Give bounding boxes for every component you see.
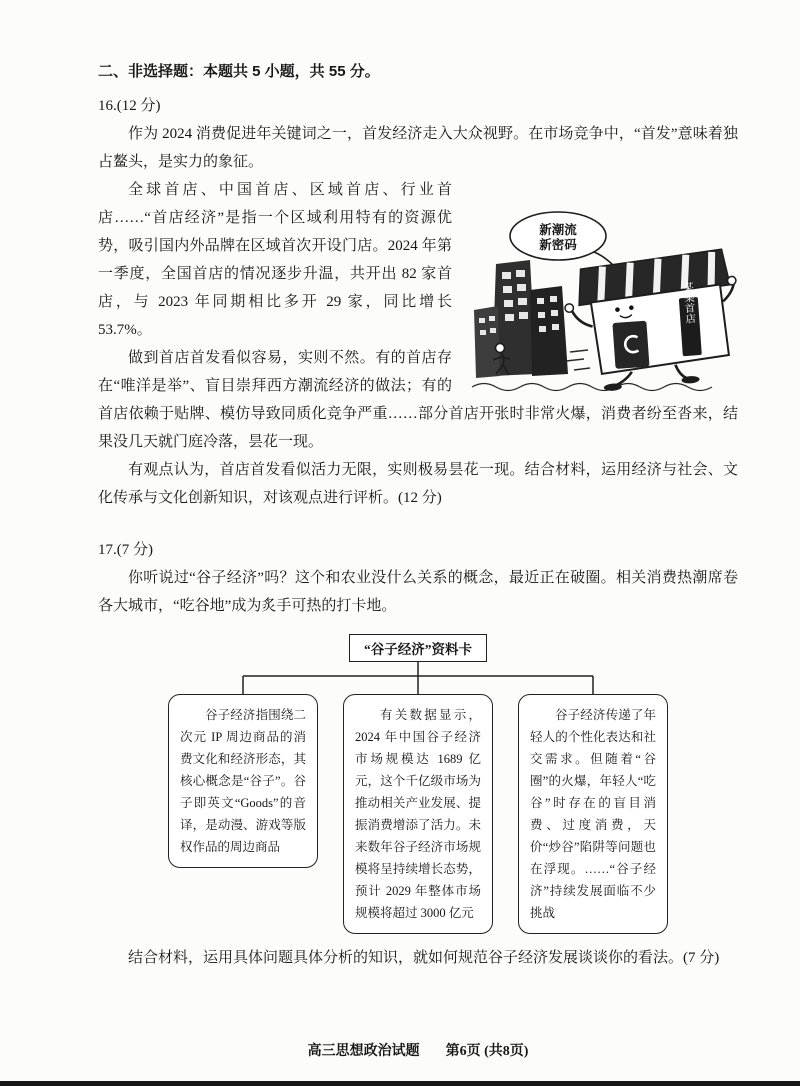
store-sign-text: 某某首店 xyxy=(681,281,696,325)
footer-page-number: 第6页 (共8页) xyxy=(445,1044,529,1059)
q17-question: 结合材料，运用具体问题具体分析的知识，就如何规范谷子经济发展谈谈你的看法。(7 分) xyxy=(128,950,720,966)
q17-intro: 你听说过“谷子经济”吗？这个和农业没什么关系的概念，最近正在破圈。相关消费热潮席卷各大城市，“吃谷地”成为炙手可热的打卡地。 xyxy=(98,570,738,614)
info-box-market-data-text: 有关数据显示，2024 年中国谷子经济市场规模达 1689 亿元，这个千亿级市场为推动相关产业发展、提振消费增添了活力。未来数年谷子经济市场规模将呈持续增长态势，预计 2029 年整体市场规模将超过 3000 亿元 xyxy=(355,708,481,920)
info-box-definition-text: 谷子经济指围绕二次元 IP 周边商品的消费文化和经济形态，其核心概念是“谷子”。谷子即英文“Goods”的音译，是动漫、游戏等版权作品的周边商品 xyxy=(180,708,306,854)
q16-para1: 作为 2024 消费促进年关键词之一，首发经济走入大众视野。在市场竞争中，“首发”意味着独占鳌头，是实力的象征。 xyxy=(98,126,738,170)
motion-lines xyxy=(566,350,590,370)
ground-squiggle xyxy=(472,384,712,391)
q16-body xyxy=(98,176,738,456)
q16-number: 16.(12 分) xyxy=(98,98,161,114)
guzi-economy-diagram xyxy=(168,634,668,934)
city-buildings-icon xyxy=(474,260,568,378)
store-house-character xyxy=(562,248,738,393)
footer-exam-title: 高三思想政治试题 xyxy=(307,1044,420,1059)
q16-para4: 有观点认为，首店首发看似活力无限，实则极易昙花一现。结合材料，运用经济与社会、文化传承与文化创新知识，对该观点进行评析。(12 分) xyxy=(98,462,738,506)
info-box-definition xyxy=(168,694,318,868)
page-footer xyxy=(98,1040,738,1060)
question-17 xyxy=(98,536,738,972)
diagram-connector xyxy=(168,662,668,694)
info-box-challenges-text: 谷子经济传递了年轻人的个性化表达和社交需求。但随着“谷圈”的火爆，年轻人“吃谷”时存在的盲目消费、过度消费，天价“炒谷”陷阱等问题也在浮现。……“谷子经济”持续发展面临不少挑战 xyxy=(530,708,656,920)
bubble-text-line2: 新密码 xyxy=(539,238,577,252)
info-box-market-data xyxy=(343,694,493,934)
speech-bubble xyxy=(510,212,614,266)
q17-number: 17.(7 分) xyxy=(98,542,153,558)
info-box-challenges xyxy=(518,694,668,934)
question-16 xyxy=(98,92,738,512)
card-title-box: “谷子经济”资料卡 xyxy=(349,634,487,662)
q16-para2: 全球首店、中国首店、区域首店、行业首店……“首店经济”是指一个区域利用特有的资源优势，吸引国内外品牌在区域首次开设门店。2024 年第一季度，全国首店的情况逐步升温，共开出 82 家首店，与 2023 年同期相比多开 29 家，同比增长 53.7%。 xyxy=(98,182,452,338)
q16-para3: 做到首店首发看似容易，实则不然。有的首店存在“唯洋是举”、盲目崇拜西方潮流经济的做法；有的首店依赖于贴牌、模仿导致同质化竞争严重……部分首店开张时非常火爆，消费者纷至沓来，结果没几天就门庭冷落，昙花一现。 xyxy=(98,350,738,450)
scan-bottom-edge xyxy=(0,1081,800,1086)
first-store-cartoon-illustration xyxy=(466,206,738,396)
section-header: 二、非选择题：本题共 5 小题，共 55 分。 xyxy=(98,63,380,80)
bubble-text-line1: 新潮流 xyxy=(539,223,577,237)
info-boxes-row xyxy=(168,694,668,934)
